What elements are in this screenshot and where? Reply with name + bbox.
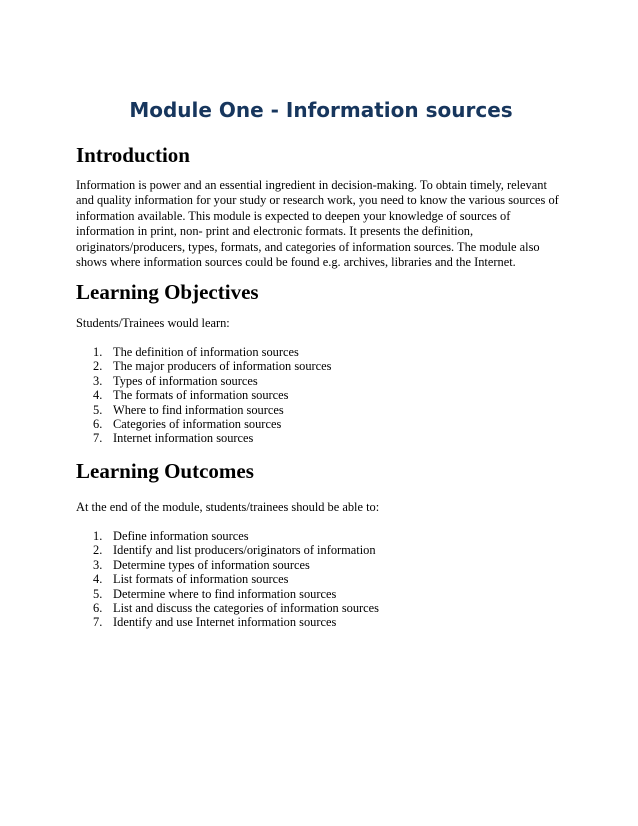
introduction-line: information available. This module is expected to deepen your knowledge of sources of: [76, 208, 511, 223]
list-item: [76, 529, 379, 543]
list-item: [76, 543, 379, 557]
list-number: 4.: [93, 388, 103, 403]
introduction-line: originators/producers, types, formats, and categories of information sources. The module also: [76, 239, 540, 254]
list-item: [76, 403, 332, 417]
introduction-heading: Introduction: [76, 143, 190, 167]
list-item: [76, 572, 379, 586]
list-item-text: Determine types of information sources: [113, 557, 310, 572]
objectives-intro: Students/Trainees would learn:: [76, 316, 230, 330]
list-item-text: Define information sources: [113, 529, 249, 543]
list-number: 6.: [93, 417, 103, 432]
objectives-list: [76, 345, 332, 446]
introduction-line: information in print, non- print and electronic formats. It presents the definition,: [76, 224, 474, 239]
outcomes-intro: At the end of the module, students/trainees should be able to:: [76, 500, 380, 514]
page-title: Module One - Information sources: [129, 98, 513, 122]
list-number: 1.: [93, 529, 103, 543]
outcomes-heading: Learning Outcomes: [76, 459, 254, 483]
introduction-paragraph: [76, 178, 568, 270]
list-item-text: Identify and list producers/originators of information: [113, 543, 376, 558]
list-item: [76, 359, 332, 373]
list-item: [76, 431, 332, 445]
list-item-text: List and discuss the categories of information sources: [113, 601, 379, 616]
introduction-line: shows where information sources could be found e.g. archives, libraries and the Internet.: [76, 255, 516, 270]
list-item: [76, 587, 379, 601]
list-number: 2.: [93, 359, 103, 374]
list-number: 7.: [93, 431, 103, 446]
list-item-text: The formats of information sources: [113, 388, 289, 403]
list-item: [76, 388, 332, 402]
list-item-text: Internet information sources: [113, 431, 254, 446]
list-number: 3.: [93, 373, 103, 388]
list-item-text: Where to find information sources: [113, 402, 284, 417]
list-item-text: Categories of information sources: [113, 417, 282, 432]
list-number: 4.: [93, 572, 103, 587]
introduction-line: Information is power and an essential ingredient in decision-making. To obtain timely, relevant: [76, 178, 547, 192]
objectives-heading: Learning Objectives: [76, 280, 259, 304]
list-item-text: The definition of information sources: [113, 345, 299, 359]
list-item: [76, 417, 332, 431]
list-item: [76, 558, 379, 572]
list-number: 3.: [93, 557, 103, 572]
list-number: 5.: [93, 402, 103, 417]
list-item: [76, 601, 379, 615]
list-number: 7.: [93, 615, 103, 630]
list-item: [76, 615, 379, 629]
list-item-text: Types of information sources: [113, 373, 258, 388]
list-item: [76, 374, 332, 388]
list-number: 5.: [93, 586, 103, 601]
list-item-text: Identify and use Internet information sources: [113, 615, 337, 630]
list-item: [76, 345, 332, 359]
list-number: 1.: [93, 345, 103, 359]
list-item-text: Determine where to find information sources: [113, 586, 337, 601]
list-item-text: The major producers of information sources: [113, 359, 332, 374]
outcomes-list: [76, 529, 379, 630]
list-number: 2.: [93, 543, 103, 558]
list-number: 6.: [93, 601, 103, 616]
list-item-text: List formats of information sources: [113, 572, 289, 587]
introduction-line: and quality information for your study or research work, you need to know the various sources of: [76, 193, 559, 208]
